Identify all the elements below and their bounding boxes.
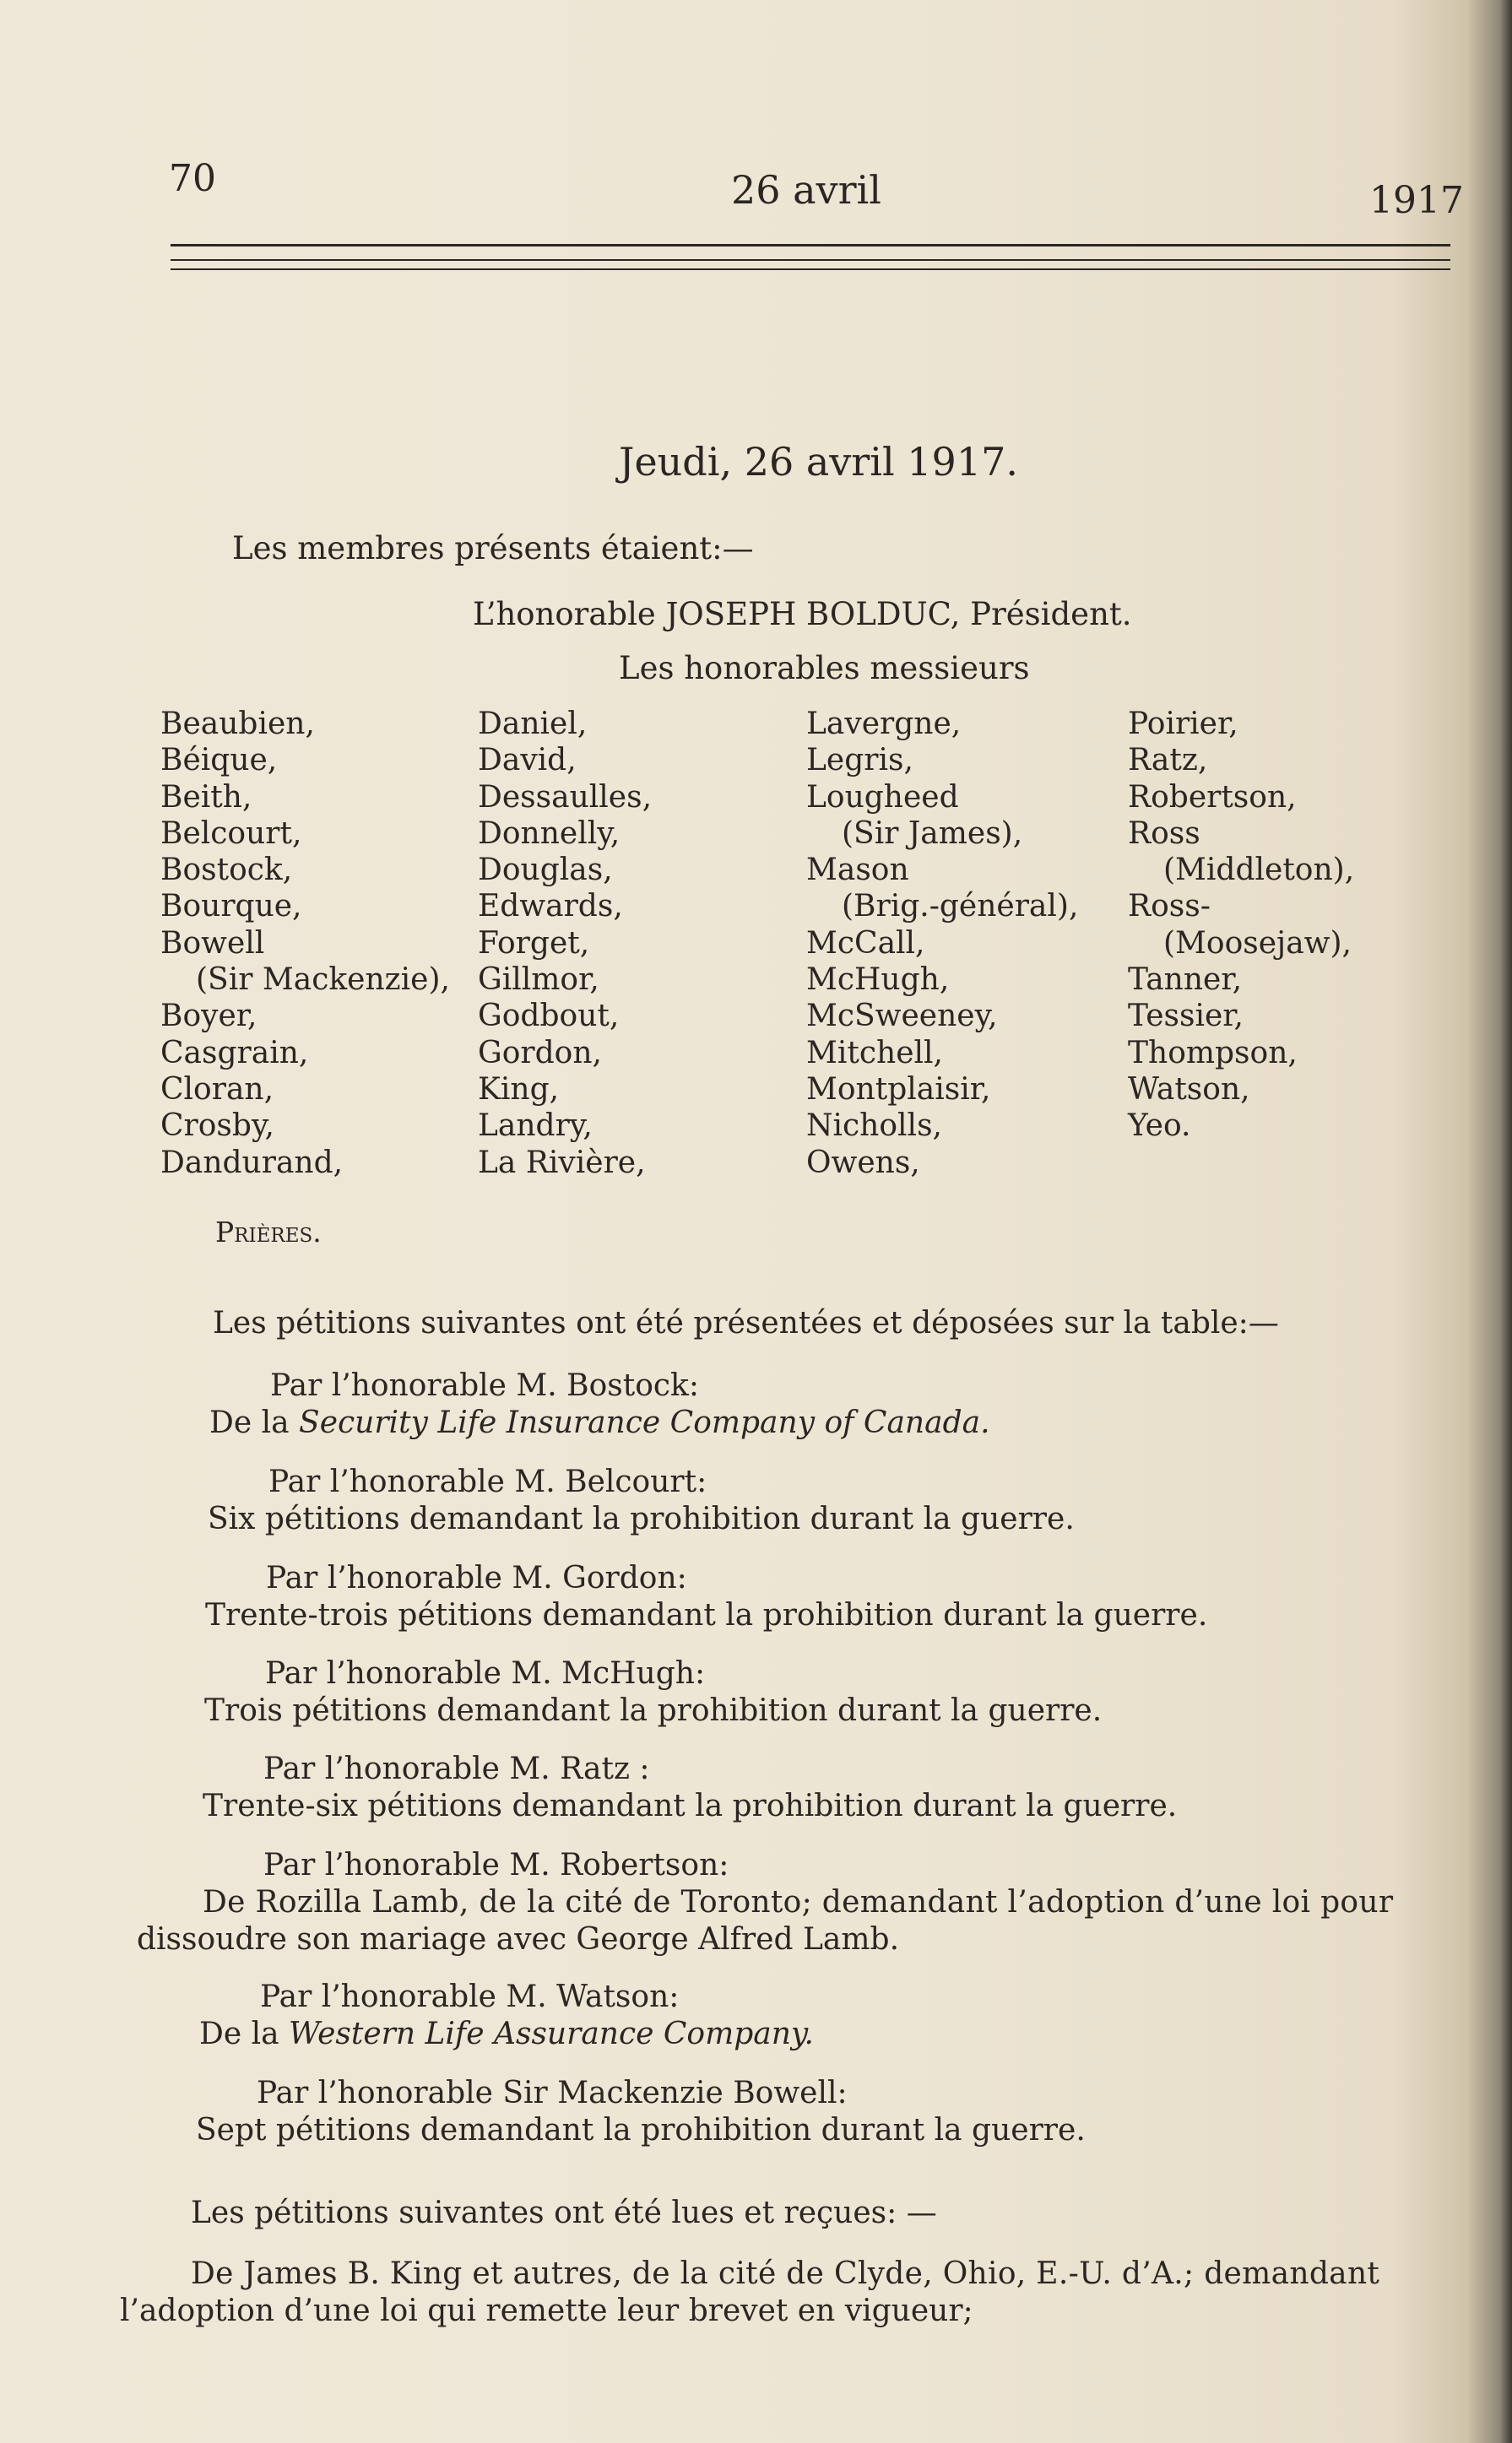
member-name: Tanner, (1128, 962, 1243, 998)
member-name: Mason (806, 853, 909, 888)
petition-text: Trente-trois pétitions demandant la prohibition durant la guerre. (205, 1598, 1208, 1633)
petition-presenter: Par l’honorable M. Ratz : (263, 1752, 650, 1786)
petition-text: De la Security Life Insurance Company of Canada. (209, 1406, 990, 1440)
member-name: Gillmor, (478, 962, 599, 998)
member-name-continuation: (Sir Mackenzie), (196, 962, 450, 998)
petition-text: Six pétitions demandant la prohibition durant la guerre. (208, 1502, 1075, 1536)
petitions-presented-intro: Les pétitions suivantes ont été présentées et déposées sur la table:— (213, 1306, 1279, 1341)
members-column-2 (478, 706, 652, 1181)
member-name: Yeo. (1128, 1108, 1191, 1144)
petition-presenter: Par l’honorable M. Robertson: (263, 1848, 729, 1882)
member-name: Ross- (1128, 889, 1211, 924)
member-name: Bostock, (160, 853, 293, 888)
petition-text: Sept pétitions demandant la prohibition durant la guerre. (196, 2113, 1086, 2148)
member-name-continuation: (Moosejaw), (1163, 925, 1352, 961)
petitions-read-intro: Les pétitions suivantes ont été lues et reçues: — (191, 2196, 937, 2230)
member-name-continuation: (Middleton), (1163, 853, 1355, 888)
member-name: Béique, (160, 743, 278, 778)
member-name: Nicholls, (806, 1108, 942, 1144)
member-name: Douglas, (478, 853, 613, 888)
petition-entry (208, 1464, 1075, 1538)
member-name: Gordon, (478, 1035, 602, 1070)
petition-read-text-continuation: l’adoption d’une loi qui remette leur brevet en vigueur; (120, 2294, 973, 2328)
member-name-continuation: (Brig.-général), (842, 889, 1079, 924)
member-name: Watson, (1128, 1071, 1250, 1107)
prayers-heading: Prières. (215, 1216, 322, 1249)
header-rule (171, 268, 1450, 270)
member-name: Boyer, (160, 999, 257, 1034)
members-column-4 (1128, 706, 1354, 1145)
petition-text: De la Western Life Assurance Company. (199, 2017, 814, 2051)
petition-entry (204, 1655, 1102, 1730)
senators-heading: Les honorables messieurs (619, 650, 1030, 686)
member-name: Daniel, (478, 707, 588, 741)
members-present-intro: Les membres présents étaient:— (232, 530, 754, 566)
members-column-1 (160, 706, 450, 1181)
petition-entry (203, 1751, 1177, 1825)
petition-entry (205, 1560, 1207, 1634)
member-name: Cloran, (160, 1071, 274, 1107)
member-name: Poirier, (1128, 707, 1238, 741)
members-column-3 (806, 706, 1078, 1181)
member-name: Ratz, (1128, 743, 1208, 778)
member-name: Dandurand, (160, 1145, 344, 1180)
header-rule (171, 259, 1450, 261)
company-name: Western Life Assurance Company. (289, 2017, 814, 2051)
president-line: L’honorable JOSEPH BOLDUC, Président. (473, 596, 1132, 632)
member-name: Casgrain, (160, 1035, 309, 1070)
member-name: La Rivière, (478, 1145, 646, 1180)
petition-text-continuation: dissoudre son mariage avec George Alfred Lamb. (137, 1922, 900, 1957)
petition-presenter: Par l’honorable Sir Mackenzie Bowell: (257, 2076, 848, 2110)
member-name: Owens, (806, 1145, 920, 1180)
member-name: Montplaisir, (806, 1071, 991, 1107)
header-rule (171, 244, 1450, 246)
member-name: McHugh, (806, 962, 950, 998)
petition-entry (209, 1368, 990, 1442)
member-name: Lougheed (806, 779, 959, 815)
company-name: Security Life Insurance Company of Canada. (299, 1406, 990, 1440)
member-name: Landry, (478, 1108, 593, 1144)
member-name: Godbout, (478, 999, 620, 1034)
petition-presenter: Par l’honorable M. Gordon: (266, 1561, 687, 1595)
member-name: Dessaulles, (478, 779, 653, 815)
page-number: 70 (169, 157, 216, 200)
header-year: 1917 (1369, 179, 1464, 222)
member-name: Thompson, (1128, 1035, 1298, 1070)
petition-presenter: Par l’honorable M. Belcourt: (268, 1465, 707, 1499)
member-name: Donnelly, (478, 815, 621, 851)
member-name: Bowell (160, 925, 265, 961)
member-name: Crosby, (160, 1108, 274, 1144)
petition-text: Trois pétitions demandant la prohibition durant la guerre. (204, 1693, 1103, 1728)
petition-read-entry (120, 2256, 1379, 2330)
member-name: Mitchell, (806, 1035, 943, 1070)
petition-entry (199, 1979, 814, 2053)
petition-entry (196, 2075, 1086, 2149)
member-name: Tessier, (1128, 999, 1244, 1034)
member-name: Lavergne, (806, 707, 962, 741)
member-name: Legris, (806, 743, 913, 778)
petition-presenter: Par l’honorable M. Bostock: (270, 1368, 699, 1403)
member-name: McSweeney, (806, 999, 998, 1034)
member-name: David, (478, 743, 577, 778)
petition-presenter: Par l’honorable M. McHugh: (265, 1656, 706, 1691)
header-date: 26 avril (731, 167, 881, 213)
petition-read-text: De James B. King et autres, de la cité de Clyde, Ohio, E.-U. d’A.; demandant (191, 2256, 1380, 2291)
petition-text: De Rozilla Lamb, de la cité de Toronto; demandant l’adoption d’une loi pour (203, 1885, 1394, 1920)
member-name: Beith, (160, 779, 252, 815)
member-name-continuation: (Sir James), (842, 815, 1023, 851)
member-name: Bourque, (160, 889, 302, 924)
sitting-title: Jeudi, 26 avril 1917. (619, 439, 1018, 485)
petition-entry (137, 1847, 1394, 1958)
member-name: King, (478, 1071, 560, 1107)
member-name: Belcourt, (160, 815, 302, 851)
petition-presenter: Par l’honorable M. Watson: (260, 1980, 680, 2014)
member-name: Edwards, (478, 889, 623, 924)
petition-text: Trente-six pétitions demandant la prohibition durant la guerre. (203, 1789, 1178, 1823)
member-name: Robertson, (1128, 779, 1297, 815)
member-name: Forget, (478, 925, 590, 961)
member-name: Beaubien, (160, 707, 315, 741)
member-name: Ross (1128, 815, 1200, 851)
member-name: McCall, (806, 925, 925, 961)
